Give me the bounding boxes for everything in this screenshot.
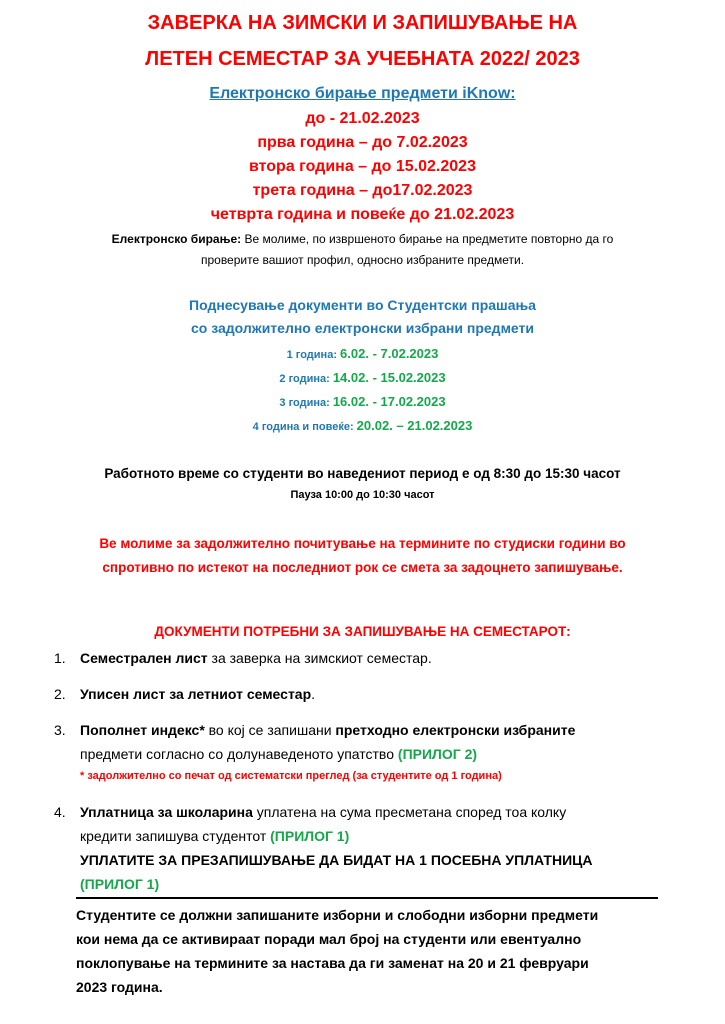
iknow-heading: Електронско бирање предмети iKnow: — [209, 85, 516, 102]
item-4-line-3: УПЛАТИТЕ ЗА ПРЕЗАПИШУВАЊЕ ДА БИДАТ НА 1 ПОСЕБНА УПЛАТНИЦА — [80, 852, 593, 868]
warning-line-2: спротивно по истекот на последниот рок се смета за задоцнето запишување. — [102, 560, 623, 575]
year-dates: 14.02. - 15.02.2023 — [332, 370, 446, 385]
year-dates: 16.02. - 17.02.2023 — [332, 394, 446, 409]
item-1-text: за заверка на зимскиот семестар. — [207, 650, 432, 666]
year-label: 4 година и повеќе: — [252, 421, 357, 433]
deadline-general: до - 21.02.2023 — [305, 110, 420, 127]
final-note-line-1: Студентите се должни запишаните изборни и слободни изборни предмети — [76, 907, 599, 923]
divider-line — [76, 897, 658, 899]
iknow-note — [0, 232, 725, 246]
item-4-bold: Уплатница за школарина — [80, 804, 253, 820]
final-note-line-2: кои нема да се активираат поради мал број на студенти или евентуално — [76, 931, 582, 947]
deadline-year-2: втора година – до 15.02.2023 — [249, 158, 476, 175]
item-3-number: 3. — [54, 722, 66, 738]
deadline-year-3: трета година – до17.02.2023 — [252, 182, 473, 199]
submit-year-3 — [0, 394, 725, 409]
item-1-bold: Семестрален лист — [80, 650, 208, 666]
item-4-number: 4. — [54, 804, 66, 820]
iknow-note-line-2: проверите вашиот профил, односно избраните предмети. — [200, 253, 525, 267]
item-2-bold: Уписен лист за летниот семестар — [80, 686, 312, 702]
deadline-year-1: прва година – до 7.02.2023 — [257, 134, 468, 151]
item-4-line-2-text: кредити запишува студентот — [80, 828, 271, 844]
item-3-line-1 — [80, 722, 575, 738]
submit-year-2 — [0, 370, 725, 385]
title-line-1: ЗАВЕРКА НА ЗИМСКИ И ЗАПИШУВАЊЕ НА — [147, 12, 578, 34]
item-3-line-2 — [80, 746, 477, 762]
submit-year-1 — [0, 346, 725, 361]
attachment-2-label: (ПРИЛОГ 2) — [397, 746, 478, 762]
item-3-text: во кој се запишани — [204, 722, 336, 738]
item-4-text: уплатена на сума пресметана според тоа колку — [252, 804, 567, 820]
item-3-note: * задолжително со печат од систематски преглед (за студентите од 1 година) — [80, 770, 502, 782]
iknow-note-label: Електронско бирање: — [111, 232, 242, 246]
year-dates: 6.02. - 7.02.2023 — [340, 346, 439, 361]
final-note-line-3: поклопување на термините за настава да ги заменат на 20 и 21 февруари — [76, 955, 589, 971]
year-label: 3 година: — [279, 397, 333, 409]
iknow-note-text: Ве молиме, по извршеното бирање на предметите повторно да го — [241, 232, 614, 246]
title-line-2: ЛЕТЕН СЕМЕСТАР ЗА УЧЕБНАТА 2022/ 2023 — [145, 48, 580, 70]
item-1 — [80, 650, 432, 666]
year-label: 1 година: — [286, 349, 341, 361]
hours-line-1: Работното време со студенти во наведениот период е од 8:30 до 15:30 часот — [104, 466, 621, 481]
item-3-bold-2: претходно електронски избраните — [335, 722, 576, 738]
item-3-line-2-text: предмети согласно со долунаведеното упатство — [80, 746, 398, 762]
warning-line-1: Ве молиме за задолжително почитување на термините по студиски години во — [99, 536, 626, 551]
documents-heading: ДОКУМЕНТИ ПОТРЕБНИ ЗА ЗАПИШУВАЊЕ НА СЕМЕСТАРОТ: — [154, 624, 571, 639]
attachment-1-label: (ПРИЛОГ 1) — [270, 828, 350, 844]
submit-heading-line-2: со задолжително електронски избрани предмети — [191, 320, 534, 336]
item-4-attachment: (ПРИЛОГ 1) — [80, 876, 160, 892]
item-1-number: 1. — [54, 650, 66, 666]
year-dates: 20.02. – 21.02.2023 — [356, 418, 473, 433]
item-3-bold: Пополнет индекс* — [80, 722, 205, 738]
item-2 — [80, 686, 315, 702]
item-2-number: 2. — [54, 686, 66, 702]
final-note-line-4: 2023 година. — [76, 979, 163, 995]
submit-year-4 — [0, 418, 725, 433]
final-note — [76, 903, 660, 999]
year-label: 2 година: — [279, 373, 333, 385]
item-4-line-2 — [80, 828, 349, 844]
item-2-text: . — [311, 686, 316, 702]
item-4-line-1 — [80, 804, 566, 820]
submit-heading-line-1: Поднесување документи во Студентски прашања — [189, 297, 536, 313]
hours-line-2: Пауза 10:00 до 10:30 часот — [290, 489, 435, 501]
deadline-year-4: четврта година и повеќе до 21.02.2023 — [210, 206, 515, 223]
